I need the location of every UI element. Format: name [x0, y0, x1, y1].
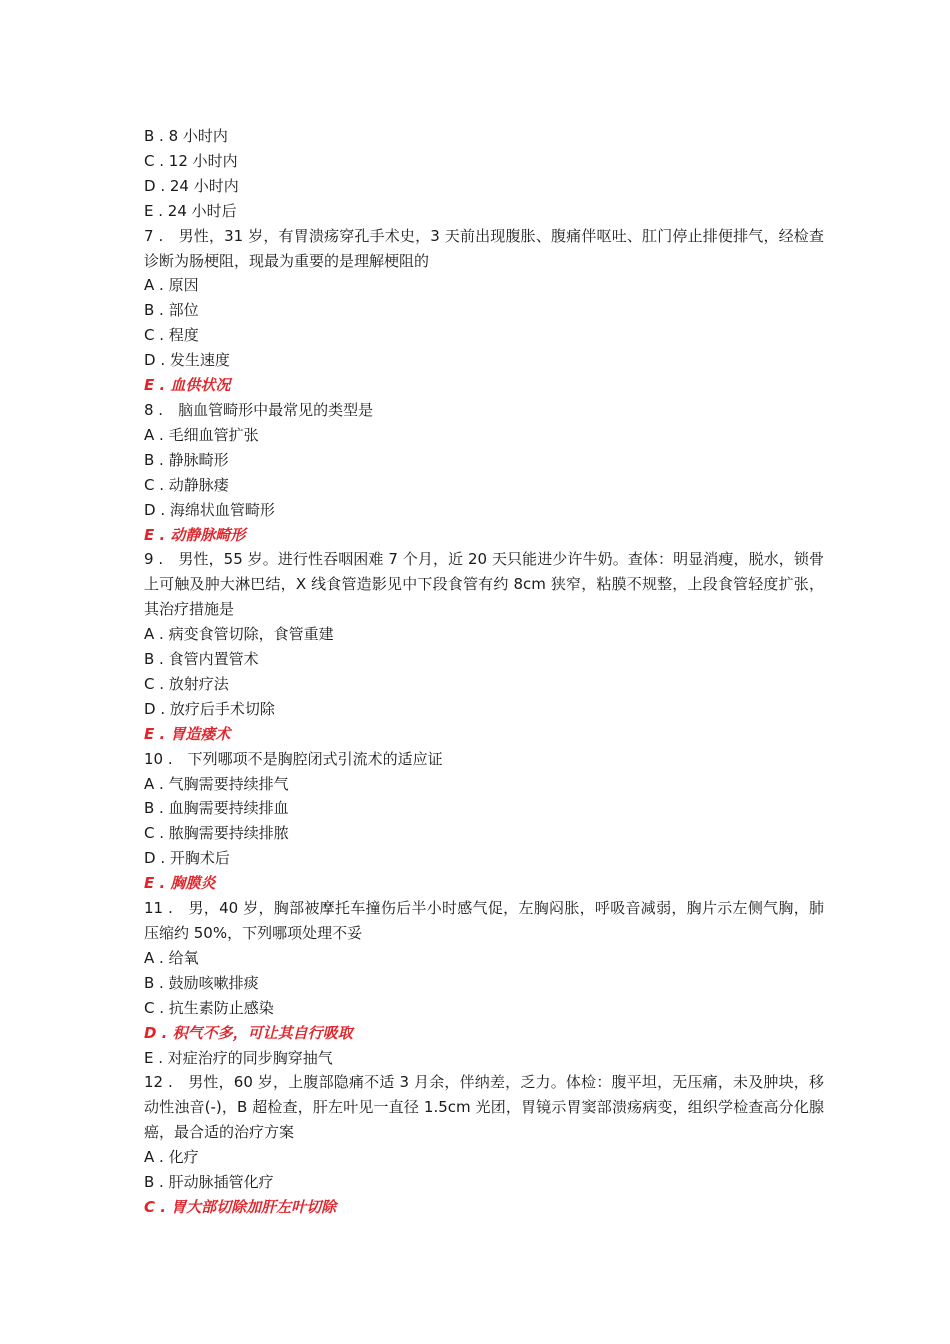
answer-option: C . 胃大部切除加肝左叶切除 [144, 1197, 337, 1216]
option-item: B . 肝动脉插管化疗 [144, 1173, 274, 1192]
option-item: D . 24 小时内 [144, 176, 239, 195]
option-item: C . 脓胸需要持续排脓 [144, 824, 289, 843]
option-item: C . 放射疗法 [144, 674, 229, 693]
question-text: 7 . 男性，31 岁，有胃溃疡穿孔手术史，3 天前出现腹胀、腹痛伴呕吐、肛门停止排便排气，经检查诊断为肠梗阻，现最为重要的是理解梗阻的 [144, 226, 824, 270]
option-item: D . 海绵状血管畸形 [144, 500, 275, 519]
question-text: 12 . 男性，60 岁，上腹部隐痛不适 3 月余，伴纳差，乏力。体检：腹平坦，无压痛，未及肿块，移动性浊音(-)，B 超检查，肝左叶见一直径 1.5cm 光团，胃镜示胃窦部溃疡病变，组织学检查高分化腺癌，最合适的治疗方案 [144, 1073, 824, 1142]
option-item: C . 程度 [144, 326, 199, 345]
answer-option: E . 血供状况 [144, 376, 231, 395]
option-item: A . 给氧 [144, 948, 199, 967]
option-item: B . 8 小时内 [144, 127, 228, 145]
option-item: D . 开胸术后 [144, 849, 230, 868]
answer-option: E . 动静脉畸形 [144, 525, 246, 544]
option-item: B . 静脉畸形 [144, 450, 229, 469]
option-item: B . 血胸需要持续排血 [144, 799, 289, 818]
option-item: A . 病变食管切除，食管重建 [144, 625, 334, 644]
option-item: E . 24 小时后 [144, 201, 237, 220]
option-item: C . 抗生素防止感染 [144, 998, 274, 1017]
option-item: B . 部位 [144, 301, 199, 320]
option-item: A . 原因 [144, 276, 199, 295]
document-body [144, 124, 824, 1220]
question-text: 9 . 男性，55 岁。进行性吞咽困难 7 个月，近 20 天只能进少许牛奶。查体：明显消瘦，脱水，锁骨上可触及肿大淋巴结，X 线食管造影见中下段食管有约 8cm 狭窄，粘膜不规整，上段食管轻度扩张，其治疗措施是 [144, 550, 824, 619]
option-item: B . 鼓励咳嗽排痰 [144, 973, 259, 992]
option-item: E . 对症治疗的同步胸穿抽气 [144, 1048, 333, 1067]
option-item: D . 放疗后手术切除 [144, 699, 275, 718]
answer-option: E . 胃造瘘术 [144, 724, 231, 743]
option-item: A . 毛细血管扩张 [144, 425, 259, 444]
question-text: 8 . 脑血管畸形中最常见的类型是 [144, 400, 374, 419]
option-item: C . 12 小时内 [144, 151, 238, 170]
answer-option: E . 胸膜炎 [144, 874, 216, 893]
option-item: B . 食管内置管术 [144, 650, 259, 669]
option-item: A . 化疗 [144, 1148, 199, 1167]
question-text: 10 . 下列哪项不是胸腔闭式引流术的适应证 [144, 749, 443, 768]
option-item: D . 发生速度 [144, 351, 230, 370]
option-item: A . 气胸需要持续排气 [144, 774, 289, 793]
option-item: C . 动静脉瘘 [144, 475, 229, 494]
answer-option: D . 积气不多，可让其自行吸取 [144, 1023, 353, 1042]
question-text: 11 . 男，40 岁，胸部被摩托车撞伤后半小时感气促，左胸闷胀，呼吸音减弱，胸片示左侧气胸，肺压缩约 50%，下列哪项处理不妥 [144, 899, 824, 942]
